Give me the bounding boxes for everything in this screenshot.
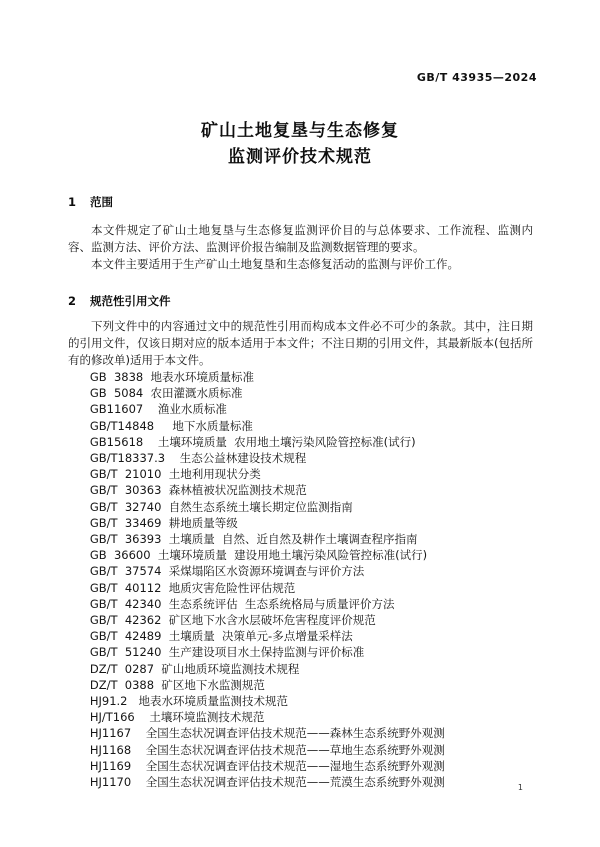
reference-item: GB/T 36393 土壤质量 自然、近自然及耕作土壤调查程序指南 — [89, 532, 418, 547]
reference-item: GB/T 32740 自然生态系统土壤长期定位监测指南 — [89, 499, 353, 514]
reference-item: GB 5084 农田灌溉水质标准 — [89, 386, 243, 401]
reference-item: GB 36600 土壤环境质量 建设用地土壤污染风险管控标准(试行) — [89, 548, 428, 563]
reference-item: HJ/T166 土壤环境监测技术规范 — [89, 710, 265, 725]
reference-item: DZ/T 0388 矿区地下水监测规范 — [89, 677, 265, 692]
reference-item: HJ1169 全国生态状况调查评估技术规范——湿地生态系统野外观测 — [89, 758, 445, 773]
document-title-line1: 矿山土地复垦与生态修复 — [201, 121, 399, 141]
reference-item: GB/T 33469 耕地质量等级 — [89, 515, 238, 530]
section-2-body — [68, 318, 533, 369]
reference-item: GB/T 30363 森林植被状况监测技术规范 — [89, 483, 307, 498]
reference-item: HJ1168 全国生态状况调查评估技术规范——草地生态系统野外观测 — [89, 742, 445, 757]
section-2-heading — [68, 293, 171, 310]
section-1-number: 1 — [68, 195, 77, 209]
reference-item: HJ1170 全国生态状况调查评估技术规范——荒漠生态系统野外观测 — [89, 775, 445, 790]
section-2-title: 规范性引用文件 — [90, 294, 171, 308]
reference-item: GB/T 42340 生态系统评估 生态系统格局与质量评价方法 — [89, 596, 395, 611]
standard-code-header: GB/T 43935—2024 — [416, 71, 537, 84]
section-1-heading — [68, 194, 113, 211]
reference-item: GB/T14848 地下水质量标准 — [89, 418, 253, 433]
reference-item: HJ91.2 地表水环境质量监测技术规范 — [89, 694, 288, 709]
section-1-paragraph-2: 本文件主要适用于生产矿山土地复垦和生态修复活动的监测与评价工作。 — [91, 257, 459, 271]
section-2-number: 2 — [68, 294, 77, 308]
reference-item: GB11607 渔业水质标准 — [89, 402, 227, 417]
document-title-line2: 监测评价技术规范 — [228, 147, 372, 167]
reference-item: GB 3838 地表水环境质量标准 — [89, 370, 255, 384]
reference-item: GB/T 40112 地质灾害危险性评估规范 — [89, 580, 296, 595]
reference-item: GB/T 37574 采煤塌陷区水资源环境调查与评价方法 — [89, 564, 365, 579]
section-1-body — [68, 222, 533, 273]
document-title — [0, 118, 600, 170]
normative-reference-list — [68, 369, 533, 790]
reference-item: DZ/T 0287 矿山地质环境监测技术规程 — [89, 661, 300, 676]
reference-item: GB/T 51240 生产建设项目水土保持监测与评价标准 — [89, 645, 365, 660]
reference-item: GB/T 42489 土壤质量 决策单元-多点增量采样法 — [89, 629, 353, 644]
reference-item: GB/T18337.3 生态公益林建设技术规程 — [89, 451, 307, 466]
reference-item: GB/T 42362 矿区地下水含水层破坏危害程度评价规范 — [89, 613, 376, 628]
section-1-paragraph-1: 本文件规定了矿山土地复垦与生态修复监测评价目的与总体要求、工作流程、监测内容、监测方法、评价方法、监测评价报告编制及监测数据管理的要求。 — [68, 223, 533, 254]
reference-item: GB15618 土壤环境质量 农用地土壤污染风险管控标准(试行) — [89, 434, 416, 449]
section-2-paragraph-1: 下列文件中的内容通过文中的规范性引用而构成本文件必不可少的条款。其中，注日期的引用文件，仅该日期对应的版本适用于本文件；不注日期的引用文件，其最新版本(包括所有的修改单)适用于本文件。 — [68, 319, 533, 367]
reference-item: GB/T 21010 土地利用现状分类 — [89, 467, 261, 482]
reference-item: HJ1167 全国生态状况调查评估技术规范——森林生态系统野外观测 — [89, 726, 445, 741]
page-number: 1 — [517, 783, 523, 792]
section-1-title: 范围 — [90, 195, 114, 209]
